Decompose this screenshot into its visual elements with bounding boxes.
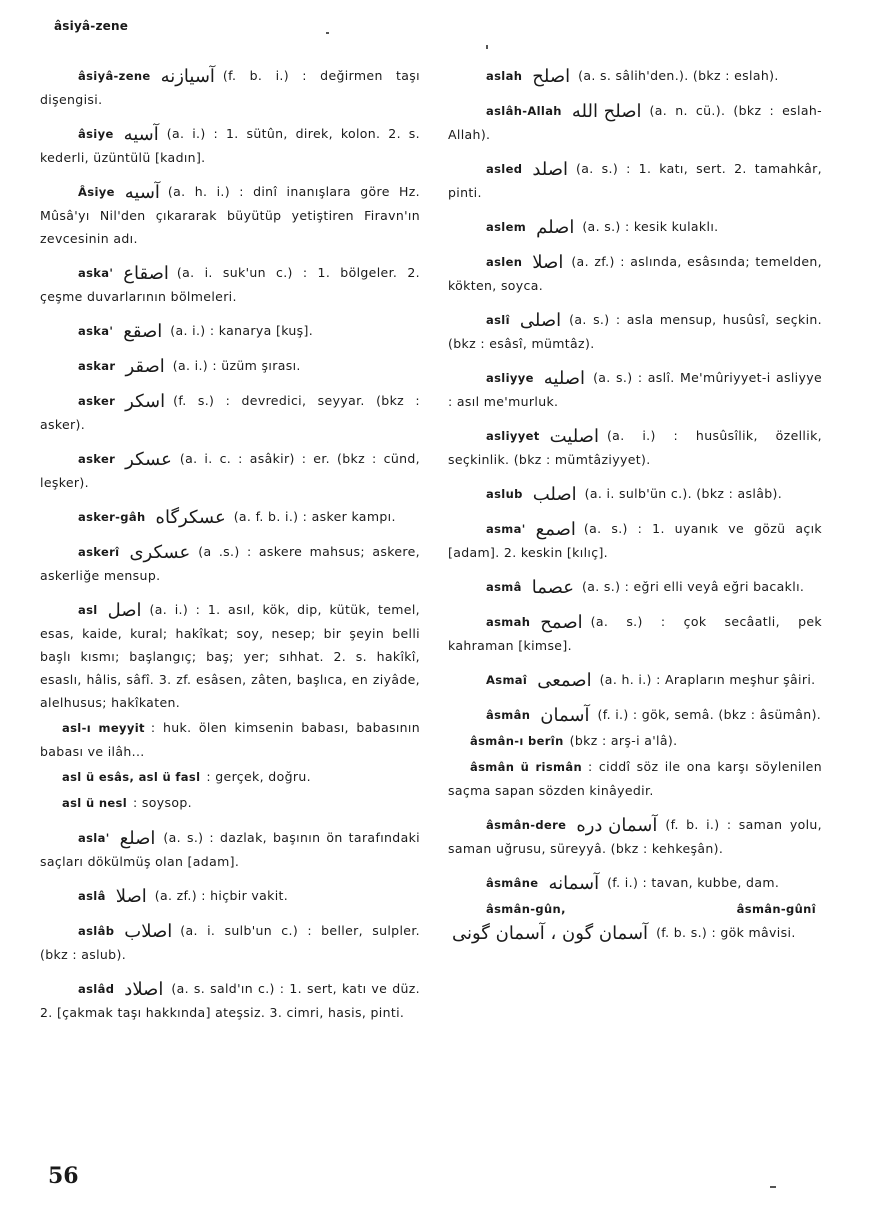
dictionary-entry bbox=[448, 755, 822, 802]
entry-headword: asl-ı meyyit bbox=[62, 721, 145, 735]
dictionary-entry bbox=[448, 668, 822, 692]
entry-definition: (a .s.) : askere mahsus; askere, askerliğe mensup. bbox=[40, 544, 420, 583]
dictionary-entry bbox=[448, 308, 822, 355]
entry-arabic-script: اصلیه bbox=[543, 368, 586, 389]
entry-headword: asl ü nesl bbox=[62, 796, 128, 810]
entry-headword: asl ü esâs, asl ü fasl bbox=[62, 770, 201, 784]
dictionary-entry bbox=[40, 884, 420, 908]
entry-arabic-script: اصلح الله bbox=[571, 101, 642, 122]
entry-arabic-script: اصلح bbox=[532, 66, 571, 87]
entry-headword: asla' bbox=[78, 831, 110, 845]
entry-definition: (a. s.) : dazlak, başının ön tarafındaki saçları dökülmüş olan [adam]. bbox=[40, 830, 420, 869]
entry-headword: aslen bbox=[486, 255, 523, 269]
entry-headword: asliyyet bbox=[486, 429, 540, 443]
entry-headword: asker-gâh bbox=[78, 510, 146, 524]
entry-headword: asmah bbox=[486, 615, 531, 629]
entry-arabic-script: آسیه bbox=[124, 182, 160, 203]
left-column bbox=[40, 64, 420, 1035]
entry-definition: (f. b. s.) : gök mâvisi. bbox=[656, 925, 796, 940]
entry-arabic-script: اصلا bbox=[115, 886, 147, 907]
entry-definition: (a. s.) : çok secâatli, pek kahraman [kimse]. bbox=[448, 614, 822, 653]
dictionary-entry bbox=[40, 64, 420, 111]
entry-definition: (a. i.) : 1. sütûn, direk, kolon. 2. s. kederli, üzüntülü [kadın]. bbox=[40, 126, 420, 165]
entry-arabic-script: عسکری bbox=[129, 542, 191, 563]
dictionary-entry bbox=[40, 765, 420, 789]
entry-arabic-script: اصلم bbox=[536, 217, 575, 238]
entry-arabic-script: آسمان bbox=[540, 705, 590, 726]
entry-arabic-script: اسکر bbox=[125, 391, 166, 412]
entry-headword: aslâb bbox=[78, 924, 115, 938]
entry-headword: âsmân-dere bbox=[486, 818, 567, 832]
entry-headword: asma' bbox=[486, 522, 526, 536]
dictionary-entry bbox=[448, 215, 822, 239]
entry-headword: asled bbox=[486, 162, 523, 176]
entry-definition: (f. b. i.) : değirmen taşı dişengisi. bbox=[40, 68, 420, 107]
entry-definition: (a. zf.) : hiçbir vakit. bbox=[154, 888, 289, 903]
entry-definition: (a. i.) : husûsîlik, özellik, seçkinlik. (bkz : mümtâziyyet). bbox=[448, 428, 822, 467]
entry-arabic-script: اصمح bbox=[540, 612, 583, 633]
entry-arabic-script: اصقر bbox=[125, 356, 165, 377]
entry-arabic-script: آسیازنه bbox=[160, 66, 215, 87]
dictionary-entry bbox=[40, 354, 420, 378]
entry-definition: (a. i. suk'un c.) : 1. bölgeler. 2. çeşme duvarlarının bölmeleri. bbox=[40, 265, 420, 304]
entry-definition: (a. s. sald'ın c.) : 1. sert, katı ve düz. 2. [çakmak taşı hakkında] ateşsiz. 3. cimri, hasis, pinti. bbox=[40, 981, 420, 1020]
dictionary-entry bbox=[40, 716, 420, 763]
entry-definition: (a. s.) : kesik kulaklı. bbox=[582, 219, 719, 234]
entry-arabic-script: اصقع bbox=[123, 321, 163, 342]
dictionary-entry bbox=[40, 122, 420, 169]
dictionary-entry bbox=[448, 64, 822, 88]
entry-headword: asker bbox=[78, 394, 116, 408]
entry-arabic-script: عصما bbox=[531, 577, 574, 598]
dictionary-entry bbox=[448, 99, 822, 146]
entry-arabic-script: اصمعی bbox=[537, 670, 592, 691]
entry-arabic-script: اصلی bbox=[519, 310, 562, 331]
entry-arabic-script: عسکرگاه bbox=[155, 507, 226, 528]
entry-headword: aslah bbox=[486, 69, 523, 83]
print-speck bbox=[486, 45, 488, 49]
entry-headword: asker bbox=[78, 452, 116, 466]
entry-arabic-script: آسمان گون ، آسمان گونی bbox=[452, 923, 649, 944]
entry-definition: (a. i. sulb'ün c.). (bkz : aslâb). bbox=[584, 486, 783, 501]
entry-headword: asliyye bbox=[486, 371, 534, 385]
dictionary-entry bbox=[448, 517, 822, 564]
entry-headword: asmâ bbox=[486, 580, 522, 594]
entry-headword: âsmân bbox=[486, 708, 531, 722]
entry-definition: (a. h. i.) : dinî inanışlara göre Hz. Mûsâ'yı Nil'den çıkararak büyütüp yetiştiren Firavn'ın zevcesinin adı. bbox=[40, 184, 420, 246]
entry-definition: (a. i.) : 1. asıl, kök, dip, kütük, temel, esas, kaide, kural; hakîkat; soy, nesep; bir şeyin belli başlı kısmı; başlangıç; baş; yer; sıhhat. 2. s. hakîkî, esaslı, hâlis, sâfî. 3. zf. esâsen, zâten, başlıca, en ziyâde, alelhusus; hakîkaten. bbox=[40, 602, 420, 710]
dictionary-entry bbox=[448, 250, 822, 297]
dictionary-entry bbox=[40, 977, 420, 1024]
entry-definition: (bkz : arş-i a'lâ). bbox=[569, 733, 678, 748]
entry-definition: (a. f. b. i.) : asker kampı. bbox=[233, 509, 396, 524]
dictionary-entry bbox=[40, 319, 420, 343]
entry-definition: : huk. ölen kimsenin babası, babasının babası ve ilâh... bbox=[40, 720, 421, 759]
dictionary-entry bbox=[40, 261, 420, 308]
entry-definition: (a. n. cü.). (bkz : eslah-Allah). bbox=[448, 103, 822, 142]
dictionary-entry bbox=[40, 180, 420, 250]
entry-headword: Âsiye bbox=[78, 185, 115, 199]
entry-arabic-script: آسمانه bbox=[548, 873, 600, 894]
dictionary-entry bbox=[448, 610, 822, 657]
dictionary-entry bbox=[448, 482, 822, 506]
dictionary-entry bbox=[448, 871, 822, 895]
entry-definition: (a. s.) : asla mensup, husûsî, seçkin. (bkz : esâsî, mümtâz). bbox=[448, 312, 822, 351]
print-speck bbox=[770, 1186, 776, 1188]
entry-arabic-script: اصلاد bbox=[124, 979, 164, 1000]
entry-headword: aslâh-Allah bbox=[486, 104, 562, 118]
entry-arabic-script: اصمع bbox=[535, 519, 576, 540]
dictionary-entry bbox=[40, 791, 420, 815]
entry-arabic-script: آسمان دره bbox=[576, 815, 658, 836]
entry-headword: âsiye bbox=[78, 127, 114, 141]
dictionary-entry bbox=[448, 897, 822, 944]
entry-definition: (a. zf.) : aslında, esâsında; temelden, kökten, soyca. bbox=[448, 254, 822, 293]
entry-definition: (a. i.) : üzüm şırası. bbox=[172, 358, 301, 373]
entry-definition: (f. i.) : gök, semâ. (bkz : âsümân). bbox=[597, 707, 822, 722]
dictionary-entry bbox=[448, 366, 822, 413]
entry-headword: âsmân ü rismân bbox=[470, 760, 583, 774]
entry-headword: askerî bbox=[78, 545, 120, 559]
entry-arabic-script: اصلع bbox=[119, 828, 156, 849]
entry-definition: : gerçek, doğru. bbox=[206, 769, 311, 784]
running-head: âsiyâ-zene bbox=[54, 19, 129, 33]
dictionary-entry bbox=[40, 826, 420, 873]
entry-arabic-script: اصل bbox=[107, 600, 142, 621]
entry-definition: (a. s.) : aslî. Me'mûriyyet-i asliyye : asıl me'murluk. bbox=[448, 370, 822, 409]
dictionary-entry bbox=[40, 598, 420, 714]
entry-arabic-script: اصلیت bbox=[549, 426, 599, 447]
entry-headword: aslub bbox=[486, 487, 523, 501]
dictionary-entry bbox=[448, 729, 822, 753]
page-number: 56 bbox=[48, 1163, 79, 1189]
entry-definition: (f. b. i.) : saman yolu, saman uğrusu, süreyyâ. (bkz : kehkeşân). bbox=[448, 817, 822, 856]
entry-headword: aslem bbox=[486, 220, 527, 234]
dictionary-entry bbox=[40, 505, 420, 529]
entry-headword: Asmaî bbox=[486, 673, 528, 687]
entry-definition: (f. s.) : devredici, seyyar. (bkz : asker). bbox=[40, 393, 420, 432]
dictionary-entry bbox=[448, 575, 822, 599]
dictionary-entry bbox=[448, 813, 822, 860]
entry-headword: asl bbox=[78, 603, 98, 617]
entry-headword: aslâ bbox=[78, 889, 106, 903]
entry-definition: (a. i. c. : asâkir) : er. (bkz : cünd, leşker). bbox=[40, 451, 420, 490]
entry-arabic-script: اصلاب bbox=[124, 921, 173, 942]
entry-headword: aska' bbox=[78, 324, 114, 338]
entry-definition: : ciddî söz ile ona karşı söylenilen saçma sapan sözden kinâyedir. bbox=[448, 759, 822, 798]
dictionary-entry bbox=[448, 157, 822, 204]
entry-headword: aska' bbox=[78, 266, 114, 280]
entry-headword: âsmân-ı berîn bbox=[470, 734, 564, 748]
entry-arabic-script: آسیه bbox=[123, 124, 159, 145]
entry-definition: (a. h. i.) : Arapların meşhur şâiri. bbox=[599, 672, 816, 687]
entry-headword: askar bbox=[78, 359, 116, 373]
dictionary-entry bbox=[40, 447, 420, 494]
right-column bbox=[448, 64, 822, 955]
entry-arabic-script: اصلب bbox=[532, 484, 577, 505]
entry-headword: âsmân-gûn, âsmân-gûnî bbox=[486, 902, 816, 916]
print-speck bbox=[326, 32, 329, 34]
dictionary-entry bbox=[448, 703, 822, 727]
entry-definition: : soysop. bbox=[133, 795, 192, 810]
entry-headword: âsmâne bbox=[486, 876, 539, 890]
entry-headword: aslâd bbox=[78, 982, 115, 996]
entry-definition: (a. i. sulb'un c.) : beller, sulpler. (bkz : aslub). bbox=[40, 923, 420, 962]
entry-arabic-script: اصلا bbox=[532, 252, 564, 273]
entry-arabic-script: عسکر bbox=[125, 449, 172, 470]
entry-definition: (a. i.) : kanarya [kuş]. bbox=[170, 323, 314, 338]
entry-headword: aslî bbox=[486, 313, 510, 327]
entry-definition: (a. s.) : eğri elli veyâ eğri bacaklı. bbox=[582, 579, 805, 594]
entry-definition: (a. s. sâlih'den.). (bkz : eslah). bbox=[578, 68, 779, 83]
dictionary-entry bbox=[40, 919, 420, 966]
dictionary-entry bbox=[40, 540, 420, 587]
entry-definition: (a. s.) : 1. uyanık ve gözü açık [adam]. 2. keskin [kılıç]. bbox=[448, 521, 822, 560]
entry-definition: (f. i.) : tavan, kubbe, dam. bbox=[607, 875, 780, 890]
dictionary-entry bbox=[40, 389, 420, 436]
dictionary-entry bbox=[448, 424, 822, 471]
entry-headword: âsiyâ-zene bbox=[78, 69, 151, 83]
entry-arabic-script: اصقاع bbox=[123, 263, 169, 284]
entry-arabic-script: اصلد bbox=[532, 159, 569, 180]
entry-definition: (a. s.) : 1. katı, sert. 2. tamahkâr, pinti. bbox=[448, 161, 822, 200]
